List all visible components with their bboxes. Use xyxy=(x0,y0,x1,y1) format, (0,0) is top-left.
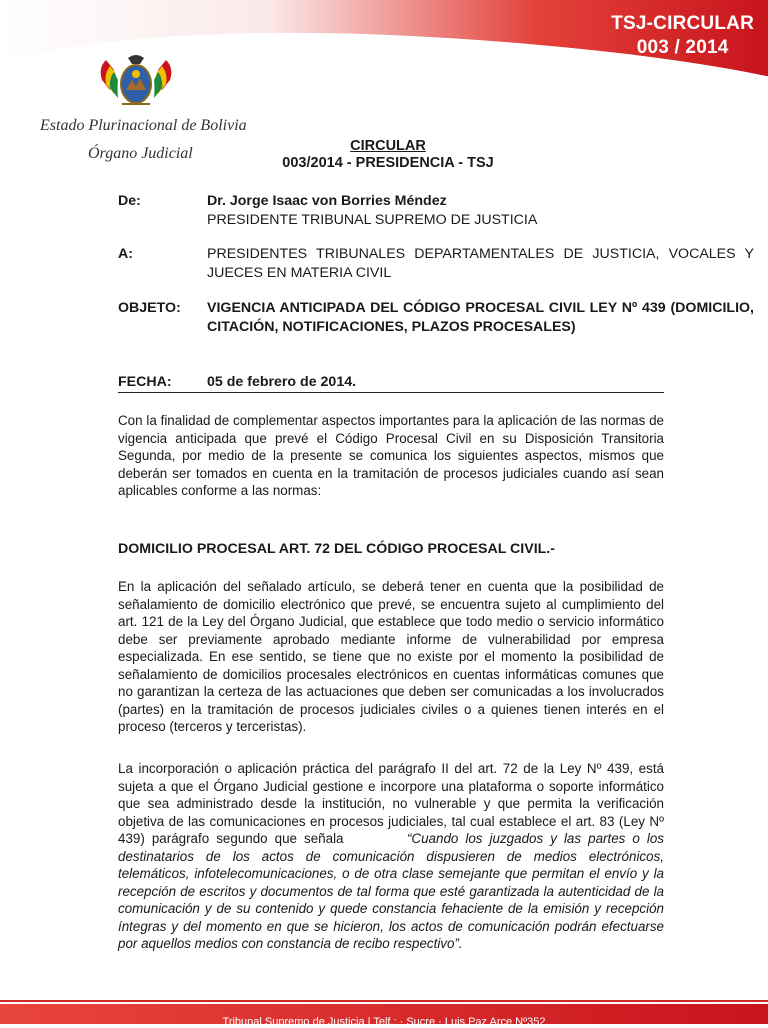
logo-line-state: Estado Plurinacional de Bolivia xyxy=(40,117,247,134)
footer-text: Tribunal Supremo de Justicia | Telf.: · Sucre · Luis Paz Arce Nº352 xyxy=(222,1016,546,1028)
circular-tag xyxy=(611,12,754,60)
field-from-label: De: xyxy=(118,193,141,209)
logo-line-organ: Órgano Judicial xyxy=(88,145,193,162)
title-number: 003/2014 - PRESIDENCIA - TSJ xyxy=(282,155,494,171)
document-title xyxy=(268,138,508,172)
from-title: PRESIDENTE TRIBUNAL SUPREMO DE JUSTICIA xyxy=(207,212,538,228)
tag-line2: 003 / 2014 xyxy=(636,37,729,58)
paragraph-domicilio: En la aplicación del señalado artículo, se deberá tener en cuenta que la posibilidad de señalamiento de domicilio electrónico que prevé, se encuentra sujeto al cumplimiento del art. 121 de la Ley del Órgano Judicial, que establece que todo medio o servicio informático debe ser previamente aprobado mediante informe de vulnerabilidad por empresa especializada. En ese sentido, se tiene que no existe por el momento la posibilidad de señalamiento de domicilios procesales electrónicos en cuentas informáticas comunes que no garantizan la certeza de las actuaciones que deben ser comunicadas a los involucrados (partes) en la tramitación de procesos judiciales civiles o a quienes tienen interés en el proceso (terceros y terceristas). xyxy=(118,579,664,734)
field-date-value: 05 de febrero de 2014. xyxy=(207,374,357,390)
field-date-label: FECHA: xyxy=(118,374,172,390)
quoted-article: “Cuando los juzgados y las partes o los destinatarios de los actos de comunicación dispusieren de medios electrónicos, telemáticos, infotelecomunicaciones, o de otra clase semejante que permitan el envío y la recepción de escritos y documentos de tal forma que esté garantizada la autenticidad de la comunicación y de su contenido y quede constancia fehaciente de la emisión y recepción íntegras y del momento en que se hicieron, los actos de comunicación podrán efectuarse por aquellos medios con constancia de recibo respectivo”. xyxy=(118,831,664,951)
footer-line xyxy=(0,1000,768,1002)
field-to-label: A: xyxy=(118,246,133,262)
from-name: Dr. Jorge Isaac von Borries Méndez xyxy=(207,193,447,209)
field-subject-label: OBJETO: xyxy=(118,300,181,316)
intro-paragraph: Con la finalidad de complementar aspectos importantes para la aplicación de las normas de vigencia anticipada que prevé el Código Procesal Civil en su Disposición Transitoria Segunda, por medio de la presente se comunica los siguientes aspectos, mismos que deberán ser tomados en cuenta en la tramitación de procesos judiciales cuando así sean aplicables conforme a las normas: xyxy=(118,413,664,498)
title-circular: CIRCULAR xyxy=(350,138,426,154)
field-from-value xyxy=(207,192,754,230)
coat-of-arms-icon xyxy=(96,50,176,110)
field-to-value: PRESIDENTES TRIBUNALES DEPARTAMENTALES DE JUSTICIA, VOCALES Y JUECES EN MATERIA CIVIL xyxy=(207,246,754,281)
tag-line1: TSJ-CIRCULAR xyxy=(611,13,754,34)
paragraph-incorporacion-text: La incorporación o aplicación práctica del parágrafo II del art. 72 de la Ley Nº 439, está sujeta a que el Órgano Judicial gestione e incorpore una plataforma o soporte informático que sea administrado desde la institución, no vulnerable y que permita la verificación objetiva de las comunicaciones en procesos judiciales, tal cual establece el art. 83 (Ley Nº 439) parágrafo segundo que señala xyxy=(118,761,664,846)
field-subject-value: VIGENCIA ANTICIPADA DEL CÓDIGO PROCESAL CIVIL LEY Nº 439 (DOMICILIO, CITACIÓN, NOTIFICACIONES, PLAZOS PROCESALES) xyxy=(207,300,754,335)
header-divider xyxy=(118,392,664,393)
section-heading: DOMICILIO PROCESAL ART. 72 DEL CÓDIGO PROCESAL CIVIL.- xyxy=(118,541,555,557)
institution-logo-text xyxy=(40,112,247,168)
paragraph-incorporacion xyxy=(118,760,664,953)
